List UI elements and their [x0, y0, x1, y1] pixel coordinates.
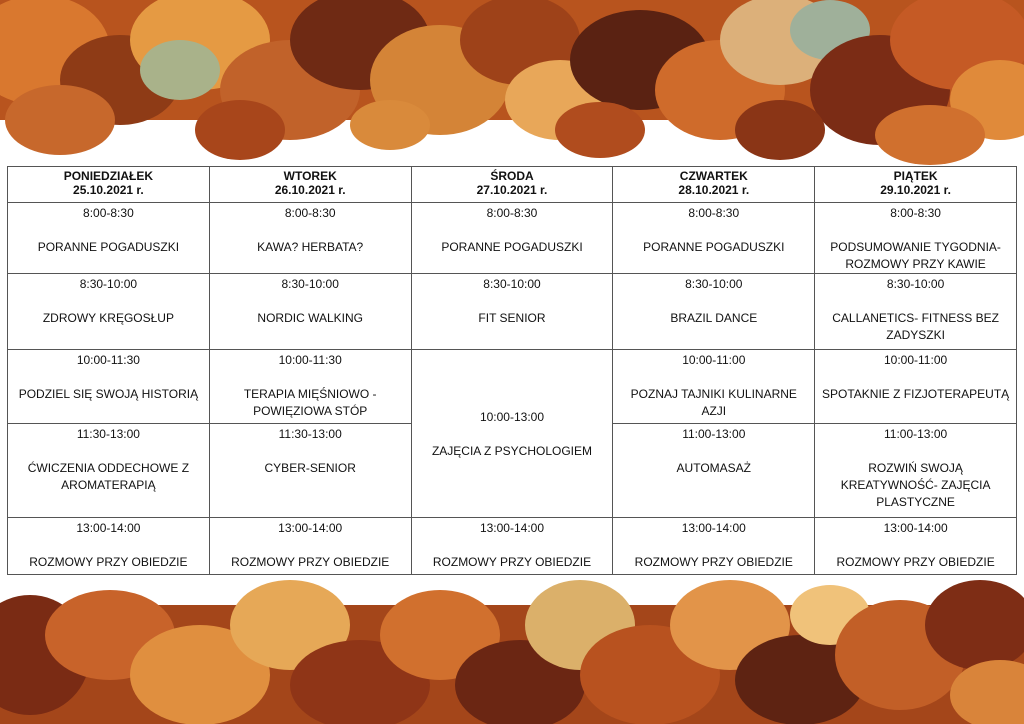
- slot-time: 8:30-10:00: [886, 277, 945, 292]
- activity-title: ZDROWY KRĘGOSŁUP: [42, 311, 174, 326]
- activity-cell: [411, 517, 613, 574]
- slot-time: 13:00-14:00: [681, 520, 746, 535]
- activity-title: CYBER-SENIOR: [264, 461, 356, 476]
- activity-title: ROZMOWY PRZY OBIEDZIE: [231, 554, 390, 569]
- activity-cell: [815, 424, 1017, 518]
- day-name: WTOREK: [283, 169, 337, 183]
- activity-cell: [209, 517, 411, 574]
- activity-title: CALLANETICS- FITNESS BEZ ZADYSZKI: [832, 311, 999, 343]
- activity-title: NORDIC WALKING: [257, 311, 363, 326]
- schedule-row: [8, 203, 1017, 274]
- slot-time: 8:30-10:00: [281, 277, 339, 292]
- activity-cell: [815, 274, 1017, 349]
- activity-title: ĆWICZENIA ODDECHOWE Z AROMATERAPIĄ: [27, 461, 190, 493]
- activity-cell: [411, 203, 613, 274]
- slot-time: 8:00-8:30: [83, 206, 134, 220]
- schedule-row: [8, 349, 1017, 423]
- slot-time: 13:00-14:00: [479, 520, 545, 535]
- slot-time: 8:00-8:30: [284, 206, 336, 220]
- day-header-friday: [815, 167, 1017, 203]
- day-header-monday: [8, 167, 210, 203]
- slot-time: 8:30-10:00: [79, 277, 138, 292]
- schedule-row: [8, 517, 1017, 574]
- slot-time: 10:00-11:30: [278, 352, 342, 367]
- activity-title: BRAZIL DANCE: [670, 311, 758, 326]
- slot-time: 13:00-14:00: [278, 520, 343, 535]
- activity-cell: [209, 424, 411, 518]
- slot-time: 10:00-11:30: [76, 352, 140, 367]
- activity-title: PORANNE POGADUSZKI: [441, 240, 583, 254]
- activity-title: PODZIEL SIĘ SWOJĄ HISTORIĄ: [18, 386, 199, 401]
- activity-cell: [613, 349, 815, 423]
- activity-title: PORANNE POGADUSZKI: [37, 240, 180, 254]
- slot-time: 10:00-11:00: [682, 352, 746, 367]
- day-header-tuesday: [209, 167, 411, 203]
- activity-title: POZNAJ TAJNIKI KULINARNE AZJI: [630, 386, 797, 418]
- slot-time: 11:00-13:00: [682, 427, 746, 442]
- slot-time: 11:30-13:00: [278, 427, 342, 442]
- schedule-row: [8, 274, 1017, 349]
- activity-cell: [613, 517, 815, 574]
- activity-cell: [815, 349, 1017, 423]
- day-header-row: [8, 167, 1017, 203]
- slot-time: 13:00-14:00: [883, 520, 948, 535]
- slot-time: 8:00-8:30: [688, 206, 740, 220]
- activity-title: ROZMOWY PRZY OBIEDZIE: [836, 554, 995, 569]
- activity-cell: [815, 517, 1017, 574]
- activity-title: ROZMOWY PRZY OBIEDZIE: [432, 554, 592, 569]
- activity-title: SPOTAKNIE Z FIZJOTERAPEUTĄ: [822, 386, 1010, 401]
- activity-cell: [815, 203, 1017, 274]
- day-date: 26.10.2021 r.: [274, 183, 346, 197]
- activity-title: ROZWIŃ SWOJĄ KREATYWNOŚĆ- ZAJĘCIA PLASTYCZNE: [840, 461, 991, 510]
- slot-time: 13:00-14:00: [76, 520, 141, 535]
- activity-cell: [8, 349, 210, 423]
- activity-cell-merged: [411, 349, 613, 517]
- weekly-schedule-table: [7, 166, 1017, 575]
- day-date: 25.10.2021 r.: [73, 183, 144, 197]
- slot-time: 11:30-13:00: [76, 427, 140, 442]
- day-header-thursday: [613, 167, 815, 203]
- day-name: PONIEDZIAŁEK: [63, 169, 154, 183]
- slot-time: 8:00-8:30: [890, 206, 941, 220]
- activity-title: TERAPIA MIĘŚNIOWO - POWIĘZIOWA STÓP: [243, 386, 377, 418]
- autumn-leaves-top-decoration: [0, 0, 1024, 170]
- activity-cell: [8, 274, 210, 349]
- activity-title: ROZMOWY PRZY OBIEDZIE: [634, 554, 793, 569]
- day-name: CZWARTEK: [679, 169, 748, 183]
- day-date: 29.10.2021 r.: [880, 183, 951, 197]
- slot-time: 10:00-13:00: [479, 409, 545, 424]
- slot-time: 10:00-11:00: [884, 352, 948, 367]
- activity-title: AUTOMASAŻ: [676, 461, 752, 476]
- day-date: 28.10.2021 r.: [678, 183, 750, 197]
- activity-cell: [8, 517, 210, 574]
- activity-cell: [209, 274, 411, 349]
- slot-time: 8:00-8:30: [486, 206, 538, 220]
- autumn-leaves-bottom-decoration: [0, 565, 1024, 724]
- activity-cell: [209, 349, 411, 423]
- activity-cell: [613, 203, 815, 274]
- activity-title: FIT SENIOR: [478, 311, 546, 326]
- day-name: ŚRODA: [490, 169, 534, 183]
- day-name: PIĄTEK: [893, 169, 938, 183]
- slot-time: 11:00-13:00: [884, 427, 948, 442]
- activity-cell: [8, 424, 210, 518]
- activity-title: ZAJĘCIA Z PSYCHOLOGIEM: [431, 443, 592, 458]
- activity-title: PORANNE POGADUSZKI: [643, 240, 785, 254]
- activity-cell: [209, 203, 411, 274]
- slot-time: 8:30-10:00: [685, 277, 743, 292]
- day-header-wednesday: [411, 167, 613, 203]
- activity-title: PODSUMOWANIE TYGODNIA- ROZMOWY PRZY KAWIE: [830, 240, 1001, 271]
- day-date: 27.10.2021 r.: [476, 183, 548, 197]
- activity-cell: [411, 274, 613, 349]
- activity-cell: [8, 203, 210, 274]
- slot-time: 8:30-10:00: [483, 277, 541, 292]
- activity-title: KAWA? HERBATA?: [257, 240, 364, 254]
- activity-cell: [613, 274, 815, 349]
- activity-title: ROZMOWY PRZY OBIEDZIE: [29, 554, 188, 569]
- activity-cell: [613, 424, 815, 518]
